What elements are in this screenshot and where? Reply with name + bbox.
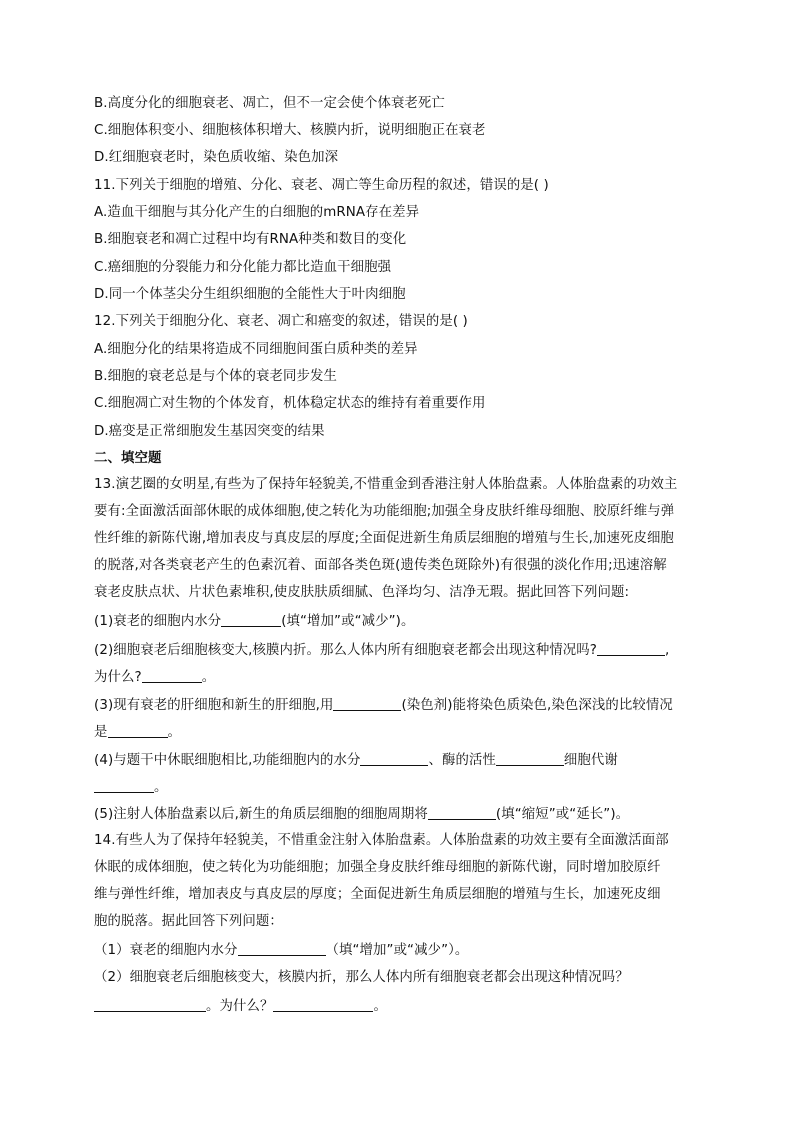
q14-paragraph-line: 维与弹性纤维，增加表皮与真皮层的厚度；全面促进新生角质层细胞的增殖与生长，加速死皮细 bbox=[94, 887, 661, 902]
q14-s1-text: （1）衰老的细胞内水分 bbox=[94, 943, 238, 958]
answer-blank[interactable] bbox=[597, 641, 665, 656]
q13-s3-is: 是 bbox=[94, 725, 108, 740]
q13-s2-text: (2)细胞衰老后细胞核变大,核膜内折。那么人体内所有细胞衰老都会出现这种情况吗? bbox=[94, 643, 598, 658]
answer-blank[interactable] bbox=[496, 751, 564, 766]
q13-s3-text: (3)现有衰老的肝细胞和新生的肝细胞,用 bbox=[94, 698, 334, 713]
q11-option-b: B.细胞衰老和凋亡过程中均有RNA种类和数目的变化 bbox=[94, 232, 407, 247]
q13-s1-text: (1)衰老的细胞内水分 bbox=[94, 614, 222, 629]
q13-s5-text: (5)注射人体胎盘素以后,新生的角质层细胞的细胞周期将 bbox=[94, 807, 428, 822]
q13-s4-text: (4)与题干中休眠细胞相比,功能细胞内的水分 bbox=[94, 753, 361, 768]
q13-s4-enzyme: 、酶的活性 bbox=[428, 753, 496, 768]
q13-s4-period: 。 bbox=[154, 780, 168, 795]
answer-blank[interactable] bbox=[94, 997, 206, 1012]
q13-paragraph-line: 13.演艺圈的女明星,有些为了保持年轻貌美,不惜重金到香港注射人体胎盘素。人体胎盘素的功效主 bbox=[94, 477, 678, 492]
q10-option-c: C.细胞体积变小、细胞核体积增大、核膜内折，说明细胞正在衰老 bbox=[94, 123, 486, 138]
q10-option-d: D.红细胞衰老时，染色质收缩、染色加深 bbox=[94, 150, 339, 165]
q11-stem: 11.下列关于细胞的增殖、分化、衰老、凋亡等生命历程的叙述，错误的是( ) bbox=[94, 178, 549, 193]
q14-subquestion-2: （2）细胞衰老后细胞核变大，核膜内折，那么人体内所有细胞衰老都会出现这种情况吗？ bbox=[94, 970, 629, 985]
q13-s3-text-mid: (染色剂)能将染色质染色,染色深浅的比较情况 bbox=[401, 698, 673, 713]
section-title: 二、填空题 bbox=[94, 451, 162, 466]
q12-option-b: B.细胞的衰老总是与个体的衰老同步发生 bbox=[94, 369, 337, 384]
q13-s3-period: 。 bbox=[167, 725, 181, 740]
q14-s2-why: 。为什么？ bbox=[206, 999, 274, 1014]
q11-option-a: A.造血干细胞与其分化产生的白细胞的mRNA存在差异 bbox=[94, 205, 420, 220]
q13-s2-period: 。 bbox=[201, 670, 216, 685]
q13-subquestion-4-cont bbox=[94, 778, 704, 797]
q14-s2-period: 。 bbox=[373, 999, 387, 1014]
q11-option-c: C.癌细胞的分裂能力和分化能力都比造血干细胞强 bbox=[94, 260, 392, 275]
q13-subquestion-3-cont bbox=[94, 723, 704, 742]
q12-option-d: D.癌变是正常细胞发生基因突变的结果 bbox=[94, 424, 325, 439]
q12-stem: 12.下列关于细胞分化、衰老、凋亡和癌变的叙述，错误的是( ) bbox=[94, 314, 468, 329]
q14-s1-text-end: （填“增加”或“减少”）。 bbox=[325, 943, 469, 958]
q13-s4-metabolism: 细胞代谢 bbox=[563, 753, 618, 768]
answer-blank[interactable] bbox=[238, 941, 326, 956]
q13-subquestion-4 bbox=[94, 751, 704, 770]
q13-subquestion-2-cont bbox=[94, 668, 704, 687]
answer-blank[interactable] bbox=[273, 997, 373, 1012]
q11-option-d: D.同一个体茎尖分生组织细胞的全能性大于叶肉细胞 bbox=[94, 287, 406, 302]
q13-subquestion-1 bbox=[94, 612, 704, 631]
q13-s1-text-end: (填“增加”或“减少”)。 bbox=[281, 614, 415, 629]
q13-s2-comma: , bbox=[665, 643, 670, 658]
answer-blank[interactable] bbox=[94, 778, 154, 793]
q14-subquestion-2-cont bbox=[94, 997, 704, 1016]
q13-s5-text-end: (填“缩短”或“延长”)。 bbox=[495, 807, 630, 822]
q14-paragraph-line: 休眠的成体细胞，使之转化为功能细胞；加强全身皮肤纤维母细胞的新陈代谢，同时增加胶原纤 bbox=[94, 860, 661, 875]
answer-blank[interactable] bbox=[333, 696, 401, 711]
q13-subquestion-2 bbox=[94, 641, 704, 660]
q13-paragraph-line: 性纤维的新陈代谢,增加表皮与真皮层的厚度;全面促进新生角质层细胞的增殖与生长,加速死皮细胞 bbox=[94, 531, 674, 546]
q13-subquestion-5 bbox=[94, 805, 704, 824]
q14-paragraph-line: 胞的脱落。据此回答下列问题： bbox=[94, 914, 283, 929]
answer-blank[interactable] bbox=[221, 612, 281, 627]
q13-paragraph-line: 要有:全面激活面部休眠的成体细胞,使之转化为功能细胞;加强全身皮肤纤维母细胞、胶原纤维与弹 bbox=[94, 504, 675, 519]
q13-subquestion-3 bbox=[94, 696, 704, 715]
q14-subquestion-1 bbox=[94, 941, 704, 960]
q12-option-a: A.细胞分化的结果将造成不同细胞间蛋白质种类的差异 bbox=[94, 342, 418, 357]
q13-paragraph-line: 的脱落,对各类衰老产生的色素沉着、面部各类色斑(遗传类色斑除外)有很强的淡化作用;迅速溶解 bbox=[94, 558, 667, 573]
q14-paragraph-line: 14.有些人为了保持年轻貌美，不惜重金注射入体胎盘素。人体胎盘素的功效主要有全面激活面部 bbox=[94, 833, 669, 848]
q12-option-c: C.细胞凋亡对生物的个体发育，机体稳定状态的维持有着重要作用 bbox=[94, 396, 486, 411]
q13-paragraph-line: 衰老皮肤点状、片状色素堆积,使皮肤肤质细腻、色泽均匀、洁净无瑕。据此回答下列问题: bbox=[94, 585, 630, 600]
answer-blank[interactable] bbox=[428, 805, 496, 820]
q10-option-b: B.高度分化的细胞衰老、凋亡，但不一定会使个体衰老死亡 bbox=[94, 96, 445, 111]
q13-s2-why: 为什么? bbox=[94, 670, 142, 685]
answer-blank[interactable] bbox=[360, 751, 428, 766]
answer-blank[interactable] bbox=[108, 723, 168, 738]
answer-blank[interactable] bbox=[142, 668, 202, 683]
